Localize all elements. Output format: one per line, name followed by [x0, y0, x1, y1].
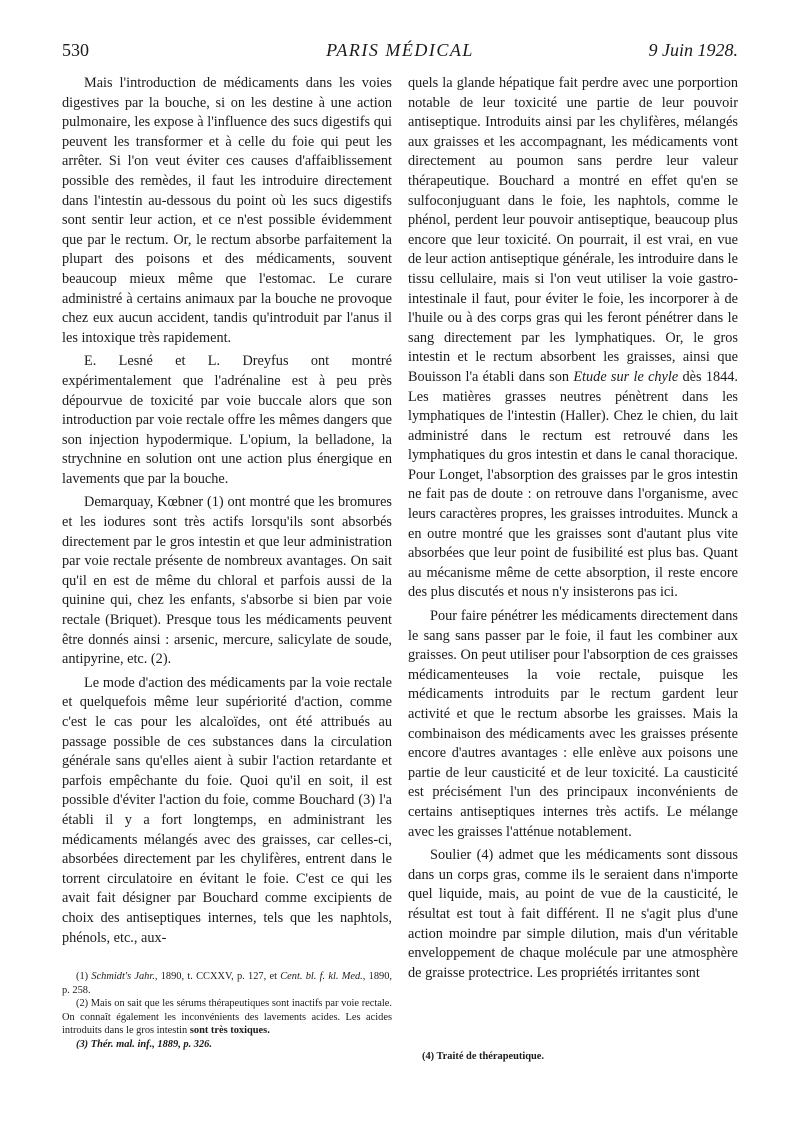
paragraph: Demarquay, Kœbner (1) ont montré que les bromures et les iodures sont très actifs lorsqu'ils sont absorbés directement par le gros intestin et que leur administration par voie rectale présente de nombreux avantages. On sait qu'il en est de même du chloral et parfois aussi de la quinine qui, chez les enfants, s'absorbe si bien par voie rectale (Briquet). Presque tous les médicaments peuvent être donnés ainsi : arsenic, mercure, salicylate de soude, antipyrine, etc. (2). — [62, 494, 392, 668]
page-number: 530 — [62, 40, 89, 60]
paragraph: Soulier (4) admet que les médicaments sont dissous dans un corps gras, comme ils le seraient dans n'importe quel liquide, mais, au point de vue de la causticité, le résultat est tout à fait différent. Il ne s'agit plus d'une action moindre par simple dilution, mais d'un véritable enveloppement de chaque molécule par une atmosphère de graisse protectrice. Les propriétés irritantes sont — [408, 847, 738, 981]
paragraph: Le mode d'action des médicaments par la voie rectale et quelquefois même leur supériorité d'action, comme c'est le cas pour les alcaloïdes, ont été attribués au passage possible de ces substances dans la circulation générale sans qu'elles aient à subir l'action retardante et parfois empêchante du foie. Quoi qu'il en soit, il est possible d'éviter l'action du foie, comme Bouchard (3) l'a établi il y a fort longtemps, en administrant les médicaments mélangés avec des graisses, car celles-ci, absorbées directement par les chylifères, entrent dans le torrent circulatoire en évitant le foie. C'est ce qui les avait fait désigner par Bouchard comme excipients de choix des antiseptiques internes, tels que les naphtols, phénols, etc., aux- — [62, 674, 392, 946]
right-column — [408, 74, 738, 983]
footnotes-left — [62, 970, 392, 1052]
footnote-3: (3) Thér. mal. inf., 1889, p. 326. — [76, 1038, 212, 1050]
footnote-1: (1) Schmidt's Jahr., 1890, t. CCXXV, p. 127, et Cent. bl. f. kl. Med., 1890, p. 258. — [62, 971, 393, 996]
paragraph-continued — [408, 74, 738, 603]
footnote-2: (2) Mais on sait que les sérums thérapeutiques sont inactifs par voie rectale. On connaît également les inconvénients des lavements acides. Les acides introduits dans le gros intestin sont très toxiques. — [62, 998, 392, 1037]
text-run: dès 1844. Les matières grasses neutres pénètrent dans les lymphatiques de l'intestin (Haller). Chez le chien, du lait administré dans le rectum est retrouvé dans les lymphatiques du gros intestin et dans le canal thoracique. Pour Longet, l'absorption des graisses par le gros intestin ne fait pas de doute : on retrouve dans l'organisme, avec leurs caractères propres, les graisses introduites. Munck a en outre montré que les graisses sont d'autant plus vite absorbées que leur point de fusibilité est plus bas. Quant au mécanisme même de cette absorption, il reste encore des plus discutés et nous n'y insisterons pas ici. — [408, 368, 739, 601]
left-column — [62, 74, 392, 948]
paragraph: Pour faire pénétrer les médicaments directement dans le sang sans passer par le foie, il faut les combiner aux graisses. On peut utiliser pour l'absorption de ces graisses médicamenteuses la voie rectale, puisque les médicaments introduits par le rectum gardent leur activité et que le rectum absorbe les graisses. Mais la combinaison des médicaments avec les graisses présente encore d'autres avantages : elle enlève aux poisons une partie de leur causticité et de leur toxicité. La causticité est précisément l'un des principaux inconvénients de certains antiseptiques internes très actifs. Le mélange avec les graisses l'atténue notablement. — [408, 608, 738, 840]
paragraph: E. Lesné et L. Dreyfus ont montré expérimentalement que l'adrénaline est à peu près dépourvue de toxicité par voie buccale alors que son introduction par voie rectale offre les mêmes dangers que son injection hypodermique. L'opium, la belladone, la strychnine en solution ont une action plus énergique en lavements que par la bouche. — [62, 353, 392, 487]
footnotes-right — [408, 1050, 738, 1064]
text-run: quels la glande hépatique fait perdre avec une porportion notable de leur toxicité une partie de leur pouvoir antiseptique. Introduits ainsi par les chylifères, mélangés aux graisses et les accompagnant, les médicaments vont directement au poumon sans perdre leur valeur thérapeutique. Bouchard a montré en effet qu'en se sulfoconjuguant dans le foie, les naphtols, comme le phénol, perdent leur pouvoir antiseptique, beaucoup plus encore que leur toxicité. On pourrait, il est vrai, en vue de leur action antiseptique générale, les introduire dans le tissu cellulaire, mais si l'on veut utiliser la voie gastro-intestinale il faut, pour éviter le foie, les incorporer à de l'huile ou à des corps gras qui les feront pénétrer dans le sang directement par les lymphatiques. Or, le gros intestin et le rectum absorbent les graisses, ainsi que Bouisson l'a établi dans son — [408, 75, 738, 385]
footnote-4: (4) Traité de thérapeutique. — [422, 1051, 544, 1062]
journal-title: PARIS MÉDICAL — [326, 40, 474, 60]
paragraph: Mais l'introduction de médicaments dans les voies digestives par la bouche, si on les destine à une action pulmonaire, les expose à l'influence des sucs digestifs qui peuvent les transformer et à celle du foie qui peut les arrêter. Si l'on veut éviter ces causes d'affaiblissement possible des remèdes, il faut les introduire directement dans l'intestin au-dessous du point où les sucs digestifs sont sentir leur action, et ce n'est possible évidemment que par le rectum. Or, le rectum absorbe parfaitement la plupart des poisons et des médicaments, souvent beaucoup mieux même que l'estomac. Le curare administré à certains animaux par la bouche ne provoque chez eux aucun accident, tandis qu'introduit par l'anus il les intoxique très rapidement. — [62, 75, 392, 346]
page-header — [62, 40, 738, 66]
book-title: Etude sur le chyle — [573, 368, 679, 385]
issue-date: 9 Juin 1928. — [648, 40, 738, 60]
